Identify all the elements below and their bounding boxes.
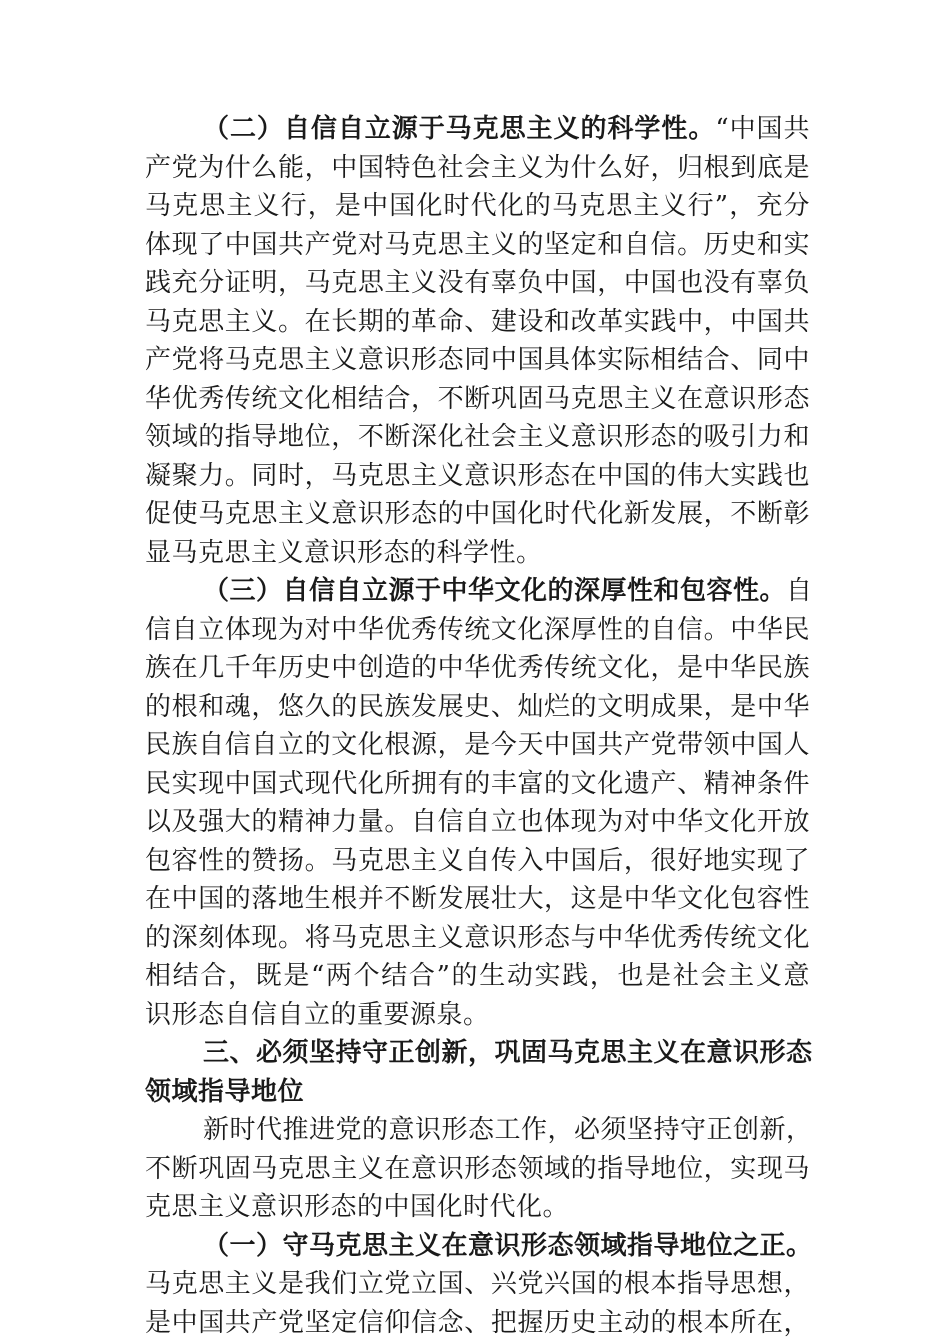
body-line: 马克思主义是我们立党立国、兴党兴国的根本指导思想，	[145, 1269, 810, 1299]
body-line: 的深刻体现。将马克思主义意识形态与中华优秀传统文化	[145, 922, 810, 953]
body-line: 不断巩固马克思主义在意识形态领域的指导地位，实现马	[145, 1153, 810, 1184]
body-line: 凝聚力。同时，马克思主义意识形态在中国的伟大实践也	[145, 460, 810, 491]
document-page	[145, 110, 813, 1342]
body-line: 马克思主义行，是中国化时代化的马克思主义行”，充分	[145, 191, 810, 221]
body-line: 的根和魂，悠久的民族发展史、灿烂的文明成果，是中华	[145, 691, 810, 722]
body-line: 马克思主义。在长期的革命、建设和改革实践中，中国共	[145, 306, 810, 337]
body-line: 华优秀传统文化相结合，不断巩固马克思主义在意识形态	[145, 383, 810, 414]
line-text: “中国共	[715, 114, 810, 144]
subsection-1-line	[145, 1227, 813, 1266]
body-line: 是中国共产党坚定信仰信念、把握历史主动的根本所在，	[145, 1307, 810, 1338]
section-heading-continued: 领域指导地位	[145, 1076, 305, 1107]
body-line: 体现了中国共产党对马克思主义的坚定和自信。历史和实	[145, 229, 810, 260]
body-line: 克思主义意识形态的中国化时代化。	[145, 1192, 570, 1222]
body-line: 以及强大的精神力量。自信自立也体现为对中华文化开放	[145, 807, 810, 837]
body-line: 促使马克思主义意识形态的中国化时代化新发展，不断彰	[145, 499, 810, 529]
body-line: 产党将马克思主义意识形态同中国具体实际相结合、同中	[145, 345, 810, 375]
line-text: 自	[786, 576, 813, 606]
body-line: 践充分证明，马克思主义没有辜负中国，中国也没有辜负	[145, 268, 810, 298]
body-line: 包容性的赞扬。马克思主义自传入中国后，很好地实现了	[145, 845, 810, 876]
body-line: 信自立体现为对中华优秀传统文化深厚性的自信。中华民	[145, 614, 810, 645]
intro-paragraph-line	[145, 1111, 813, 1150]
body-line: 识形态自信自立的重要源泉。	[145, 999, 490, 1030]
body-line: 族在几千年历史中创造的中华优秀传统文化，是中华民族	[145, 653, 810, 683]
line-text: 新时代推进党的意识形态工作，必须坚持守正创新，	[203, 1115, 813, 1145]
body-line: 产党为什么能，中国特色社会主义为什么好，归根到底是	[145, 152, 810, 183]
body-line: 民族自信自立的文化根源，是今天中国共产党带领中国人	[145, 730, 810, 760]
body-line: 相结合，既是“两个结合”的生动实践，也是社会主义意	[145, 961, 810, 991]
section-heading: 三、必须坚持守正创新，巩固马克思主义在意识形态	[203, 1038, 813, 1068]
body-line: 领域的指导地位，不断深化社会主义意识形态的吸引力和	[145, 422, 810, 452]
body-line: 在中国的落地生根并不断发展壮大，这是中华文化包容性	[145, 884, 810, 914]
section-3-subtitle: （三）自信自立源于中华文化的深厚性和包容性。	[203, 576, 787, 606]
section-2-subtitle: （二）自信自立源于马克思主义的科学性。	[203, 114, 716, 144]
paragraph-2-line	[145, 110, 810, 149]
subsection-1-subtitle: （一）守马克思主义在意识形态领域指导地位之正。	[203, 1230, 813, 1261]
paragraph-3-line	[145, 572, 813, 611]
body-line: 民实现中国式现代化所拥有的丰富的文化遗产、精神条件	[145, 768, 810, 799]
body-line: 显马克思主义意识形态的科学性。	[145, 537, 543, 568]
